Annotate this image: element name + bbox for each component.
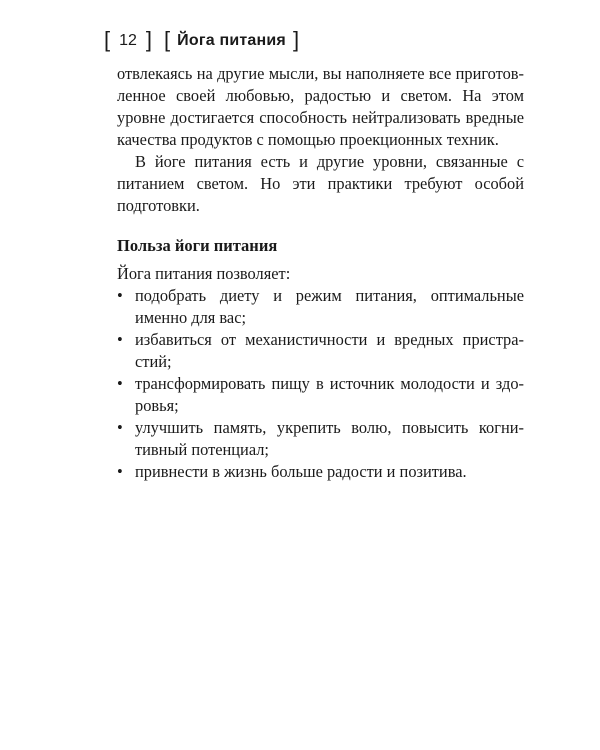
paragraph-other-levels: В йоге питания есть и другие уровни, связанные с питанием светом. Но эти практики требуют особой подготовки. — [117, 152, 524, 215]
running-header — [104, 27, 300, 52]
title-bracket-close: ] — [292, 27, 300, 52]
page-body — [117, 63, 524, 483]
page-number: 12 — [119, 32, 137, 49]
header-bracket-open: [ — [104, 27, 111, 52]
list-item: • привнести в жизнь больше радости и позитива. — [117, 461, 524, 483]
header-bracket-close: ] — [145, 27, 153, 52]
list-item: • трансформировать пищу в источник молодости и здоровья; — [117, 373, 524, 417]
title-bracket-open: [ — [164, 27, 171, 52]
benefits-list — [117, 285, 524, 483]
paragraph-continued: отвлекаясь на другие мысли, вы наполняете все приготовленное своей любовью, радостью и светом. На этом уровне достигается способность нейтрализовать вредные качества продуктов с помощью проекционных техник. — [117, 64, 524, 149]
list-item: • избавиться от механистичности и вредных пристрастий; — [117, 329, 524, 373]
list-lead-in: Йога питания позволяет: — [117, 264, 291, 283]
section-heading: Польза йоги питания — [117, 236, 278, 255]
chapter-title: Йога питания — [177, 32, 286, 49]
list-item: • подобрать диету и режим питания, оптимальные именно для вас; — [117, 285, 524, 329]
list-item: • улучшить память, укрепить волю, повысить когнитивный потенциал; — [117, 417, 524, 461]
